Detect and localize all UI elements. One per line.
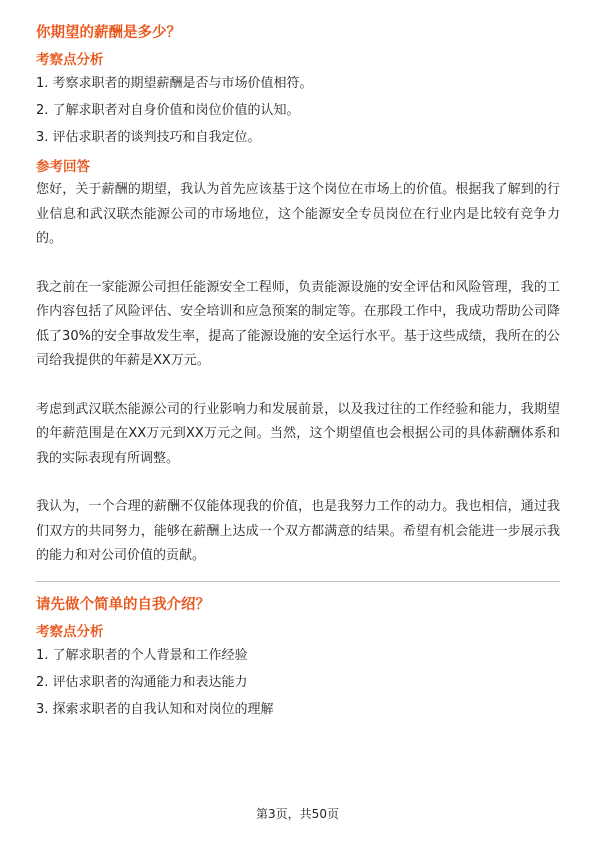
analysis-heading: 考察点分析 [36,623,104,640]
question-title: 你期望的薪酬是多少？ [36,25,181,41]
answer-heading: 参考回答 [36,159,90,175]
analysis-heading: 考察点分析 [36,52,104,68]
page-number: 第3页，共50页 [256,807,339,821]
document-page [36,22,560,720]
answer-paragraph: 我之前在一家能源公司担任能源安全工程师，负责能源设施的安全评估和风险管理，我的工作内容包括了风险评估、安全培训和应急预案的制定等。在那段工作中，我成功帮助公司降低了30%的安全事故发生率，提高了能源设施的安全运行水平。基于这些成绩，我所在的公司给我提供的年薪是XX万元。 [36,279,560,368]
section-divider [36,581,560,582]
question-title: 请先做个简单的自我介绍？ [36,596,210,613]
answer-paragraph: 您好，关于薪酬的期望，我认为首先应该基于这个岗位在市场上的价值。根据我了解到的行业信息和武汉联杰能源公司的市场地位，这个能源安全专员岗位在行业内是比较有竞争力的。 [36,182,560,246]
question-2 [36,594,560,720]
analysis-point: 1. 考察求职者的期望薪酬是否与市场价值相符。 [36,76,313,91]
analysis-point: 1. 了解求职者的个人背景和工作经验 [36,647,248,663]
analysis-point: 2. 了解求职者对自身价值和岗位价值的认知。 [36,103,300,118]
analysis-point: 2. 评估求职者的沟通能力和表达能力 [36,674,248,690]
answer-paragraph: 我认为，一个合理的薪酬不仅能体现我的价值，也是我努力工作的动力。我也相信，通过我们双方的共同努力，能够在薪酬上达成一个双方都满意的结果。希望有机会能进一步展示我的能力和对公司价值的贡献。 [36,499,560,563]
analysis-point: 3. 探索求职者的自我认知和对岗位的理解 [36,701,274,717]
analysis-point: 3. 评估求职者的谈判技巧和自我定位。 [36,130,261,145]
question-1 [36,22,560,569]
answer-paragraph: 考虑到武汉联杰能源公司的行业影响力和发展前景，以及我过往的工作经验和能力，我期望的年薪范围是在XX万元到XX万元之间。当然，这个期望值也会根据公司的具体薪酬体系和我的实际表现有所调整。 [36,401,560,466]
